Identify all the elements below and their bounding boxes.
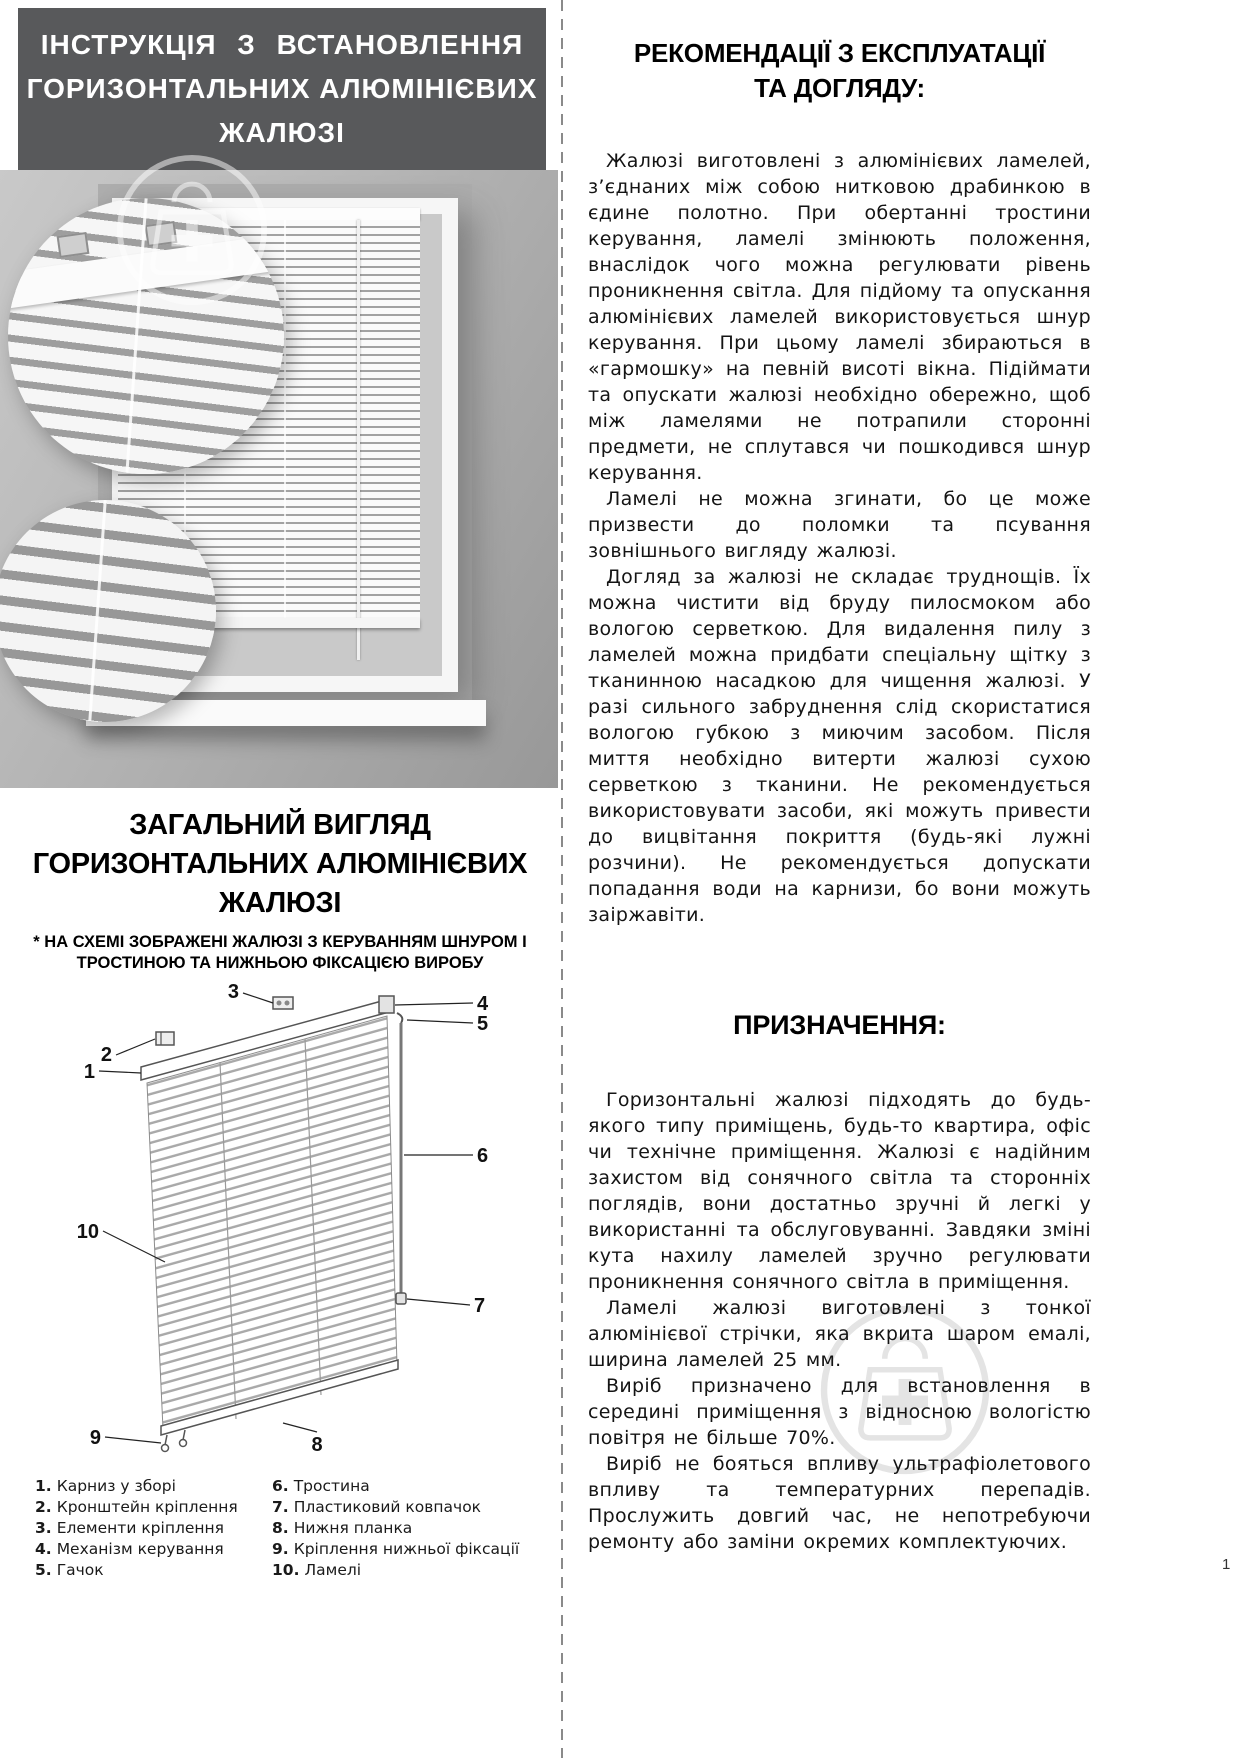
care-paragraph: Ламелі не можна згинати, бо це може призвести до поломки та псування зовнішнього вигляду жалюзі. <box>588 488 1091 562</box>
banner-line: ЖАЛЮЗІ <box>219 117 345 148</box>
callout-number: 9 <box>89 1427 101 1449</box>
banner-line: ІНСТРУКЦІЯ З ВСТАНОВЛЕННЯ <box>40 29 524 60</box>
care-paragraph: Жалюзі виготовлені з алюмінієвих ламелей, з’єднаних між собою нитковою драбинкою в єдине полотно. При обертанні тростини керування, ламелі змінюють положення, внаслідок чого можна регулювати рівень проникнення світла. Для підйому та опускання алюмінієвих ламелей використовується шнур керування. При цьому ламелі збираються в «гармошку» на певній висоті вікна. Підіймати та опускати жалюзі необхідно обережно, щоб між ламелями не потрапили сторонні предмети, не сплутався чи пошкодився шнур керування. <box>588 150 1091 484</box>
blinds-ladder-string <box>284 220 286 618</box>
legend-item <box>35 1497 272 1518</box>
legend-item <box>35 1560 272 1581</box>
inset-string <box>125 198 147 474</box>
overview-title-line: ЗАГАЛЬНИЙ ВИГЛЯД <box>129 809 431 841</box>
callout-number: 6 <box>477 1145 489 1167</box>
callout-number: 10 <box>76 1221 99 1243</box>
legend-number: 8. <box>272 1519 289 1537</box>
legend-item <box>272 1539 550 1560</box>
column-divider <box>561 0 563 1758</box>
purpose-paragraph: Виріб призначено для встановлення в середині приміщення з відносною вологістю повітря не більше 70%. <box>588 1375 1091 1449</box>
legend-label: Тростина <box>293 1477 370 1495</box>
callout-number: 4 <box>477 993 489 1015</box>
legend-label: Гачок <box>56 1561 104 1579</box>
care-paragraph: Догляд за жалюзі не складає труднощів. Їх можна чистити від бруду пилосмоком або вологою серветкою. Для видалення пилу з ламелей можна придбати спеціальну щітку з тканинною насадкою для чищення жалюзі. У разі сильного забруднення слід скористатися вологою губкою з миючим засобом. Після миття необхідно витерти жалюзі сухою серветкою з тканини. Не рекомендується використовувати засоби, які можуть привести до вицвітання покриття (будь-які лужні розчини). Не рекомендується допускати попадання води на карнизи, бо вони можуть заіржавіти. <box>588 566 1091 926</box>
purpose-body <box>588 1087 1091 1555</box>
legend-label: Карниз у зборі <box>56 1477 176 1495</box>
zoom-inset-bottom <box>0 500 216 722</box>
legend-number: 5. <box>35 1561 52 1579</box>
overview-note <box>0 932 560 974</box>
care-heading-line: ТА ДОГЛЯДУ: <box>754 73 925 103</box>
legend-label: Ламелі <box>304 1561 362 1579</box>
callout-number: 7 <box>474 1295 486 1317</box>
right-column <box>588 36 1091 1555</box>
overview-note-line: ТРОСТИНОЮ ТА НИЖНЬОЮ ФІКСАЦІЄЮ ВИРОБУ <box>76 954 484 972</box>
control-mechanism <box>379 996 394 1013</box>
care-heading-line: РЕКОМЕНДАЦІЇ З ЕКСПЛУАТАЦІЇ <box>633 38 1046 68</box>
legend-item <box>35 1476 272 1497</box>
overview-note-line: * НА СХЕМІ ЗОБРАЖЕНІ ЖАЛЮЗІ З КЕРУВАННЯМ ШНУРОМ І <box>33 933 527 951</box>
page-number: 1 <box>1222 1556 1231 1573</box>
purpose-heading: ПРИЗНАЧЕННЯ: <box>733 1010 946 1040</box>
inset-bracket <box>56 232 89 258</box>
legend-number: 4. <box>35 1540 52 1558</box>
care-body <box>588 148 1091 928</box>
inset-headrail <box>8 232 284 311</box>
legend-label: Кронштейн кріплення <box>56 1498 238 1516</box>
legend-number: 7. <box>272 1498 289 1516</box>
legend-number: 1. <box>35 1477 52 1495</box>
callout-number: 8 <box>311 1434 323 1456</box>
legend-item <box>35 1518 272 1539</box>
legend-item <box>272 1476 550 1497</box>
zoom-inset-top <box>8 198 284 474</box>
callout-number: 1 <box>83 1061 95 1083</box>
legend-item <box>272 1497 550 1518</box>
inset-string <box>88 500 106 722</box>
legend-label: Кріплення нижньої фіксації <box>293 1540 520 1558</box>
blinds-diagram <box>15 977 535 1472</box>
legend-label: Механізм керування <box>56 1540 224 1558</box>
legend-column-2 <box>272 1476 550 1581</box>
purpose-paragraph: Виріб не бояться впливу ультрафіолетового впливу та температурних перепадів. Прослужить довгий час, не непотребуючи ремонту або заміни окремих комплектуючих. <box>588 1453 1091 1553</box>
legend-item <box>272 1560 550 1581</box>
inset-bracket <box>145 221 178 247</box>
legend-item <box>35 1539 272 1560</box>
fastener-elements <box>273 997 293 1009</box>
legend-number: 9. <box>272 1540 289 1558</box>
banner-title <box>18 8 546 170</box>
blinds-cord <box>357 220 360 660</box>
purpose-paragraph: Ламелі жалюзі виготовлені з тонкої алюмінієвої стрічки, яка вкрита шаром емалі, ширина ламелей 25 мм. <box>588 1297 1091 1371</box>
overview-title <box>0 806 560 923</box>
callout-number: 2 <box>100 1044 112 1066</box>
overview-title-line: ЖАЛЮЗІ <box>218 887 342 919</box>
blind-body <box>147 1016 397 1429</box>
legend-column-1 <box>35 1476 272 1581</box>
legend-label: Пластиковий ковпачок <box>293 1498 482 1516</box>
legend-label: Нижня планка <box>293 1519 413 1537</box>
parts-legend <box>35 1476 550 1581</box>
legend-number: 10. <box>272 1561 300 1579</box>
purpose-paragraph: Горизонтальні жалюзі підходять до будь-якого типу приміщень, будь-то квартира, офіс чи технічне приміщення. Жалюзі є надійним захистом від сонячного світла та сторонніх поглядів, вони достатньо зручні й легкі у використанні та обслуговуванні. Завдяки зміні кута нахилу ламелей зручно регулювати проникнення сонячного світла в приміщення. <box>588 1089 1091 1293</box>
window-blinds-photo <box>0 170 558 788</box>
legend-label: Елементи кріплення <box>56 1519 224 1537</box>
legend-number: 2. <box>35 1498 52 1516</box>
legend-number: 6. <box>272 1477 289 1495</box>
legend-number: 3. <box>35 1519 52 1537</box>
care-heading <box>588 36 1091 106</box>
overview-title-line: ГОРИЗОНТАЛЬНИХ АЛЮМІНІЄВИХ <box>32 848 528 880</box>
callout-number: 3 <box>227 981 239 1003</box>
mount-bracket <box>156 1032 174 1045</box>
callout-number: 5 <box>477 1013 489 1035</box>
tilt-wand <box>396 1013 406 1304</box>
banner-line: ГОРИЗОНТАЛЬНИХ АЛЮМІНІЄВИХ <box>26 73 538 104</box>
legend-item <box>272 1518 550 1539</box>
